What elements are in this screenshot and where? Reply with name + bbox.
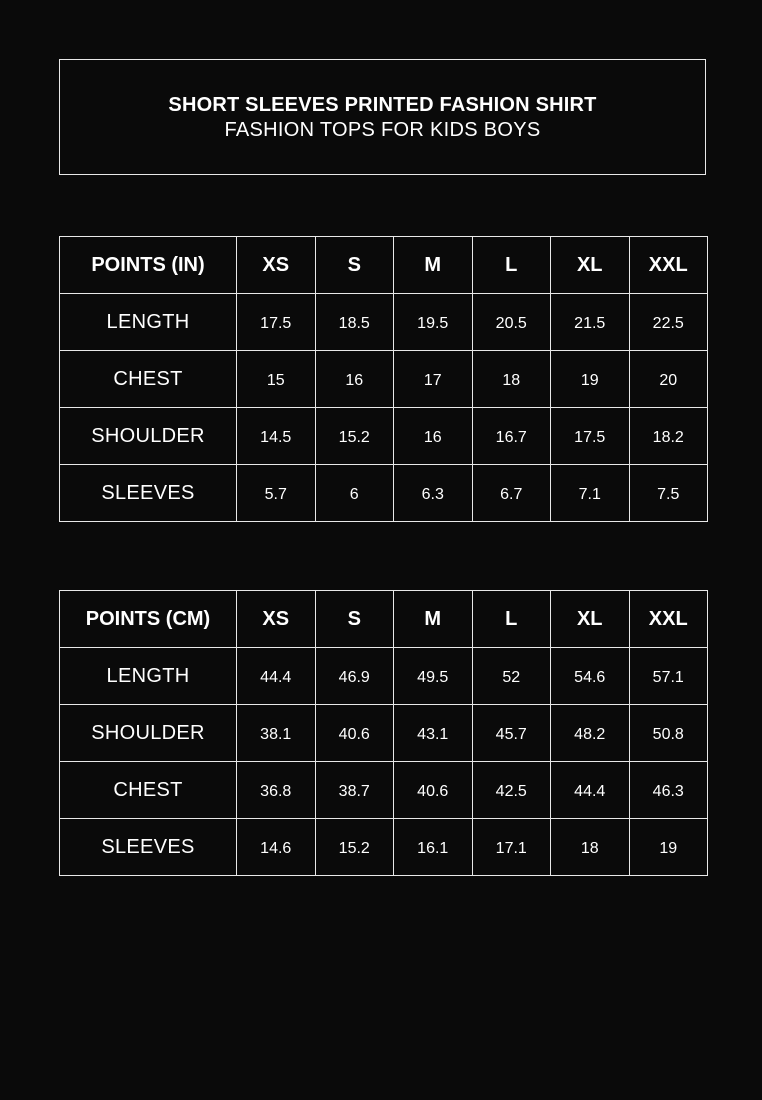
table-cell: 45.7 [472, 705, 551, 762]
header-size-s: S [315, 591, 394, 648]
table-cell: 40.6 [394, 762, 473, 819]
size-table-inches [59, 236, 708, 522]
table-cell: 7.1 [551, 465, 630, 522]
table-header-row [60, 591, 708, 648]
table-cell: 44.4 [237, 648, 316, 705]
table-cell: 18.5 [315, 294, 394, 351]
table-cell: 19 [551, 351, 630, 408]
table-row [60, 819, 708, 876]
table-cell: 38.1 [237, 705, 316, 762]
table-cell: 22.5 [629, 294, 708, 351]
table-cell: 40.6 [315, 705, 394, 762]
table-cell: 16 [394, 408, 473, 465]
table-cell: 16.1 [394, 819, 473, 876]
table-cell: 50.8 [629, 705, 708, 762]
row-label: SHOULDER [60, 705, 237, 762]
table-cell: 21.5 [551, 294, 630, 351]
header-size-xl: XL [551, 591, 630, 648]
table-cell: 42.5 [472, 762, 551, 819]
table-cell: 15 [237, 351, 316, 408]
table-cell: 46.3 [629, 762, 708, 819]
table-cell: 17.5 [237, 294, 316, 351]
table-cell: 17.1 [472, 819, 551, 876]
row-label: LENGTH [60, 294, 237, 351]
row-label: SHOULDER [60, 408, 237, 465]
table-cell: 19.5 [394, 294, 473, 351]
table-cell: 17 [394, 351, 473, 408]
header-size-s: S [315, 237, 394, 294]
table-row [60, 351, 708, 408]
row-label: SLEEVES [60, 819, 237, 876]
table-cell: 48.2 [551, 705, 630, 762]
table-cell: 14.5 [237, 408, 316, 465]
table-cell: 18 [472, 351, 551, 408]
table-header-row [60, 237, 708, 294]
header-size-xxl: XXL [629, 591, 708, 648]
table-cell: 20 [629, 351, 708, 408]
table-row [60, 648, 708, 705]
table-cell: 15.2 [315, 408, 394, 465]
table-cell: 38.7 [315, 762, 394, 819]
table-cell: 16.7 [472, 408, 551, 465]
page-subtitle: FASHION TOPS FOR KIDS BOYS [224, 118, 541, 141]
table-row [60, 408, 708, 465]
table-cell: 54.6 [551, 648, 630, 705]
table-cell: 52 [472, 648, 551, 705]
table-cell: 46.9 [315, 648, 394, 705]
table-cell: 43.1 [394, 705, 473, 762]
table-cell: 20.5 [472, 294, 551, 351]
table-cell: 18 [551, 819, 630, 876]
table-cell: 36.8 [237, 762, 316, 819]
table-cell: 49.5 [394, 648, 473, 705]
header-size-xs: XS [237, 591, 316, 648]
header-size-xs: XS [237, 237, 316, 294]
table-cell: 6 [315, 465, 394, 522]
table-cell: 14.6 [237, 819, 316, 876]
table-cell: 6.7 [472, 465, 551, 522]
table-cell: 5.7 [237, 465, 316, 522]
table-cell: 7.5 [629, 465, 708, 522]
table-row [60, 762, 708, 819]
size-table-centimeters [59, 590, 708, 876]
header-points: POINTS (IN) [60, 237, 237, 294]
table-cell: 57.1 [629, 648, 708, 705]
page-title: SHORT SLEEVES PRINTED FASHION SHIRT [168, 93, 597, 116]
table-cell: 6.3 [394, 465, 473, 522]
table-cell: 19 [629, 819, 708, 876]
row-label: SLEEVES [60, 465, 237, 522]
header-size-xl: XL [551, 237, 630, 294]
table-cell: 15.2 [315, 819, 394, 876]
table-cell: 17.5 [551, 408, 630, 465]
header-size-l: L [472, 237, 551, 294]
header-size-m: M [394, 591, 473, 648]
header-size-m: M [394, 237, 473, 294]
table-row [60, 465, 708, 522]
header-size-l: L [472, 591, 551, 648]
row-label: LENGTH [60, 648, 237, 705]
table-row [60, 294, 708, 351]
row-label: CHEST [60, 762, 237, 819]
title-box [59, 59, 706, 175]
table-cell: 16 [315, 351, 394, 408]
table-row [60, 705, 708, 762]
header-size-xxl: XXL [629, 237, 708, 294]
table-cell: 18.2 [629, 408, 708, 465]
row-label: CHEST [60, 351, 237, 408]
table-cell: 44.4 [551, 762, 630, 819]
header-points: POINTS (CM) [60, 591, 237, 648]
